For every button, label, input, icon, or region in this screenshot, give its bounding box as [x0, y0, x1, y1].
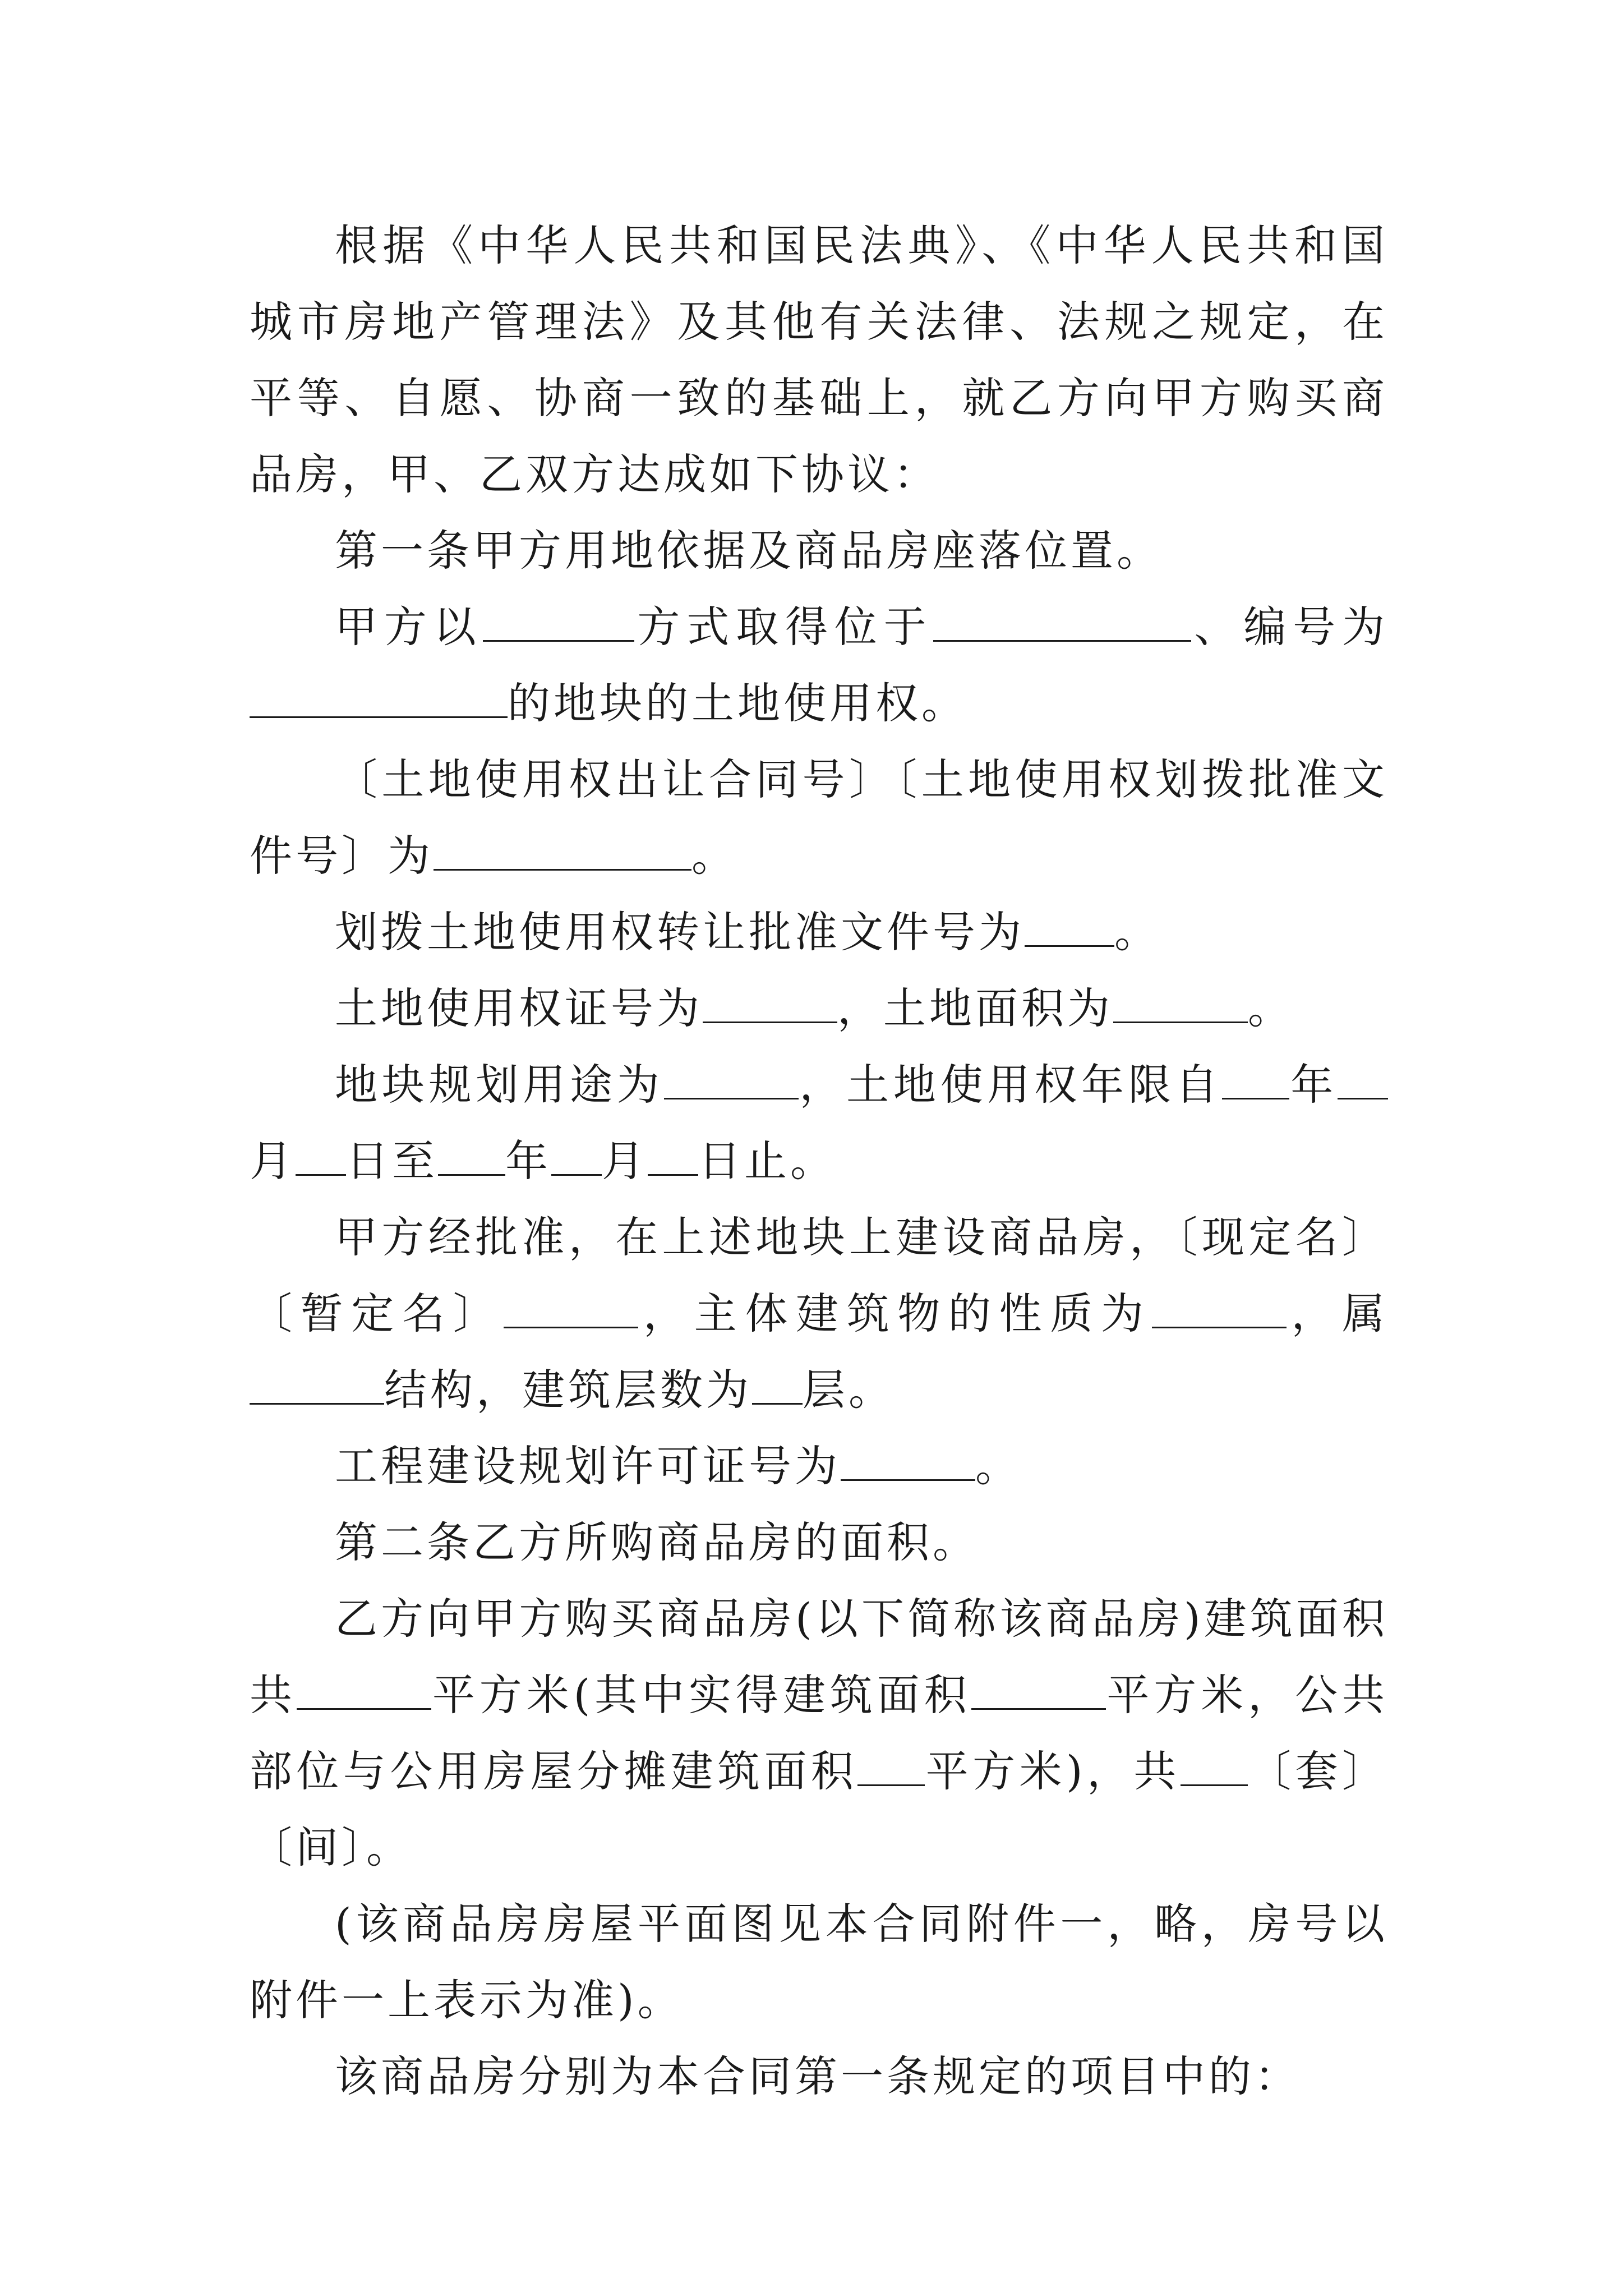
paragraph-planning-permit: [250, 1428, 1388, 1504]
text: 结构，建筑层数为: [384, 1365, 752, 1415]
text: 、编号为: [1191, 602, 1389, 652]
contract-number-blank[interactable]: [434, 834, 691, 871]
text: 平方米(其中实得建筑面积: [431, 1670, 971, 1720]
land-number-blank[interactable]: [250, 682, 508, 718]
text: 月: [250, 1136, 296, 1186]
text: 的地块的土地使用权。: [508, 678, 967, 728]
paragraph-contract-number: [250, 742, 1388, 894]
end-month-blank[interactable]: [551, 1139, 602, 1176]
transfer-approval-blank[interactable]: [1025, 910, 1114, 947]
text: ，属: [1286, 1289, 1389, 1338]
text: 平方米，公共部位与公用房屋分摊建筑面积: [250, 1670, 1389, 1796]
text: 。: [1114, 907, 1160, 957]
text: 年: [505, 1136, 551, 1186]
paragraph-preamble: 根据《中华人民共和国民法典》、《中华人民共和国城市房地产管理法》及其他有关法律、法规之规定，在平等、自愿、协商一致的基础上，就乙方向甲方购买商品房，甲、乙双方达成如下协议：: [250, 220, 1388, 499]
text: 地块规划用途为: [335, 1060, 664, 1110]
structure-type-blank[interactable]: [250, 1368, 384, 1405]
paragraph-land-certificate: [250, 970, 1388, 1047]
article-2-heading: 第二条乙方所购商品房的面积。: [335, 1517, 979, 1567]
start-month-blank[interactable]: [1338, 1063, 1388, 1099]
article-1-heading: 第一条甲方用地依据及商品房座落位置。: [335, 526, 1163, 576]
end-day-blank[interactable]: [648, 1139, 698, 1176]
text: 平方米)，共: [925, 1746, 1181, 1796]
unit-count-blank[interactable]: [1181, 1750, 1248, 1786]
text: 年: [1289, 1060, 1338, 1110]
land-certificate-blank[interactable]: [703, 987, 837, 1023]
land-use-blank[interactable]: [664, 1063, 799, 1099]
end-year-blank[interactable]: [438, 1139, 505, 1176]
paragraph-transfer-approval: [250, 894, 1388, 970]
text: 〔套〕〔间〕。: [250, 1746, 1388, 1872]
paragraph-project-items: 该商品房分别为本合同第一条规定的项目中的：: [335, 2051, 1301, 2101]
text: 。: [975, 1441, 1021, 1491]
text: ，主体建筑物的性质为: [638, 1289, 1152, 1338]
land-location-blank[interactable]: [933, 605, 1191, 642]
text: 日止。: [698, 1136, 836, 1186]
text: 划拨土地使用权转让批准文件号为: [335, 907, 1025, 957]
text: 〔土地使用权出让合同号〕〔土地使用权划拨批准文件号〕为: [250, 754, 1388, 881]
floor-count-blank[interactable]: [752, 1368, 803, 1405]
actual-area-blank[interactable]: [971, 1673, 1106, 1710]
text: ，土地面积为: [837, 983, 1113, 1033]
text: 日至: [346, 1136, 438, 1186]
shared-area-blank[interactable]: [857, 1750, 925, 1786]
paragraph-land-use: [250, 1047, 1388, 1199]
total-area-blank[interactable]: [297, 1673, 431, 1710]
text: 。: [1248, 983, 1294, 1033]
text: 甲方以: [335, 602, 483, 652]
paragraph-area: [250, 1581, 1388, 1886]
text: 层。: [803, 1365, 895, 1415]
start-year-blank[interactable]: [1222, 1063, 1289, 1099]
text: 月: [602, 1136, 648, 1186]
text: 工程建设规划许可证号为: [335, 1441, 841, 1491]
text: 土地使用权证号为: [335, 983, 703, 1033]
text: 方式取得位于: [634, 602, 933, 652]
paragraph-floor-plan-note: (该商品房房屋平面图见本合同附件一，略，房号以附件一上表示为准)。: [250, 1899, 1388, 2025]
start-day-blank[interactable]: [296, 1139, 346, 1176]
acquisition-method-blank[interactable]: [483, 605, 634, 642]
text: 。: [691, 831, 737, 881]
land-area-blank[interactable]: [1113, 987, 1248, 1023]
building-name-blank[interactable]: [504, 1292, 638, 1328]
building-nature-blank[interactable]: [1152, 1292, 1287, 1328]
paragraph-building: [250, 1199, 1388, 1428]
paragraph-land-acquisition: [250, 589, 1388, 742]
text: ，土地使用权年限自: [798, 1060, 1223, 1110]
text: 乙方向甲方购买商品房(以下简称该商品房)建筑面积共: [250, 1594, 1388, 1720]
contract-page: [250, 208, 1388, 2115]
text: 甲方经批准，在上述地块上建设商品房，〔现定名〕〔暂定名〕: [250, 1212, 1388, 1338]
planning-permit-blank[interactable]: [841, 1444, 975, 1481]
